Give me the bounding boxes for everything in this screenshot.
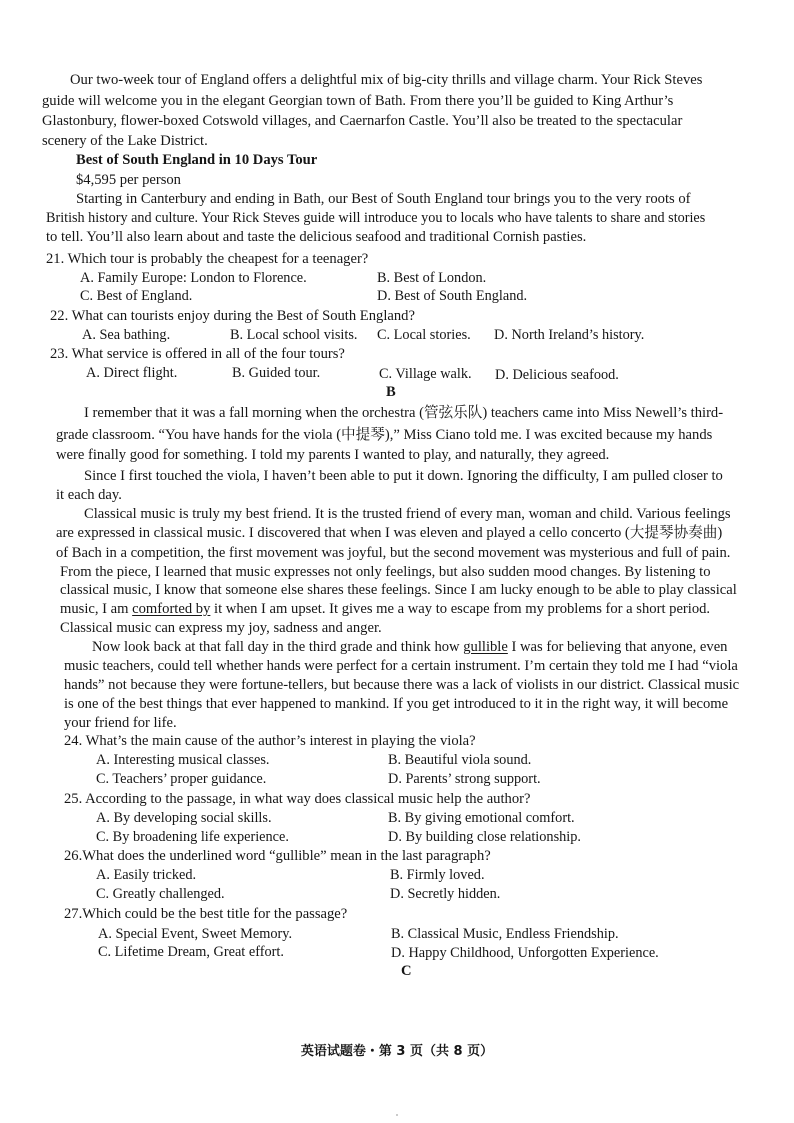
passage-b-line: is one of the best things that ever happened to mankind. If you get introduced to it in the right way, it will become [64, 696, 729, 712]
question-21-option-c: C. Best of England. [80, 288, 193, 304]
passage-b-line: it each day. [56, 487, 122, 503]
underlined-word-gullible: gullible [463, 639, 508, 655]
question-26-option-d: D. Secretly hidden. [390, 886, 501, 902]
passage-b-text: Now look back at that fall day in the third grade and think how [92, 639, 464, 655]
question-21-stem: 21. Which tour is probably the cheapest for a teenager? [46, 251, 369, 267]
question-22-option-c: C. Local stories. [377, 327, 471, 343]
tour-title: Best of South England in 10 Days Tour [76, 152, 318, 168]
passage-b-line: hands” not because they were fortune-tellers, but because there was a lack of violists in our district. Classical music [64, 677, 740, 693]
question-25-option-a: A. By developing social skills. [96, 810, 272, 826]
passage-b-line: of Bach in a competition, the first movement was joyful, but the second movement was mysterious and full of pain. [56, 545, 731, 561]
tour-price: $4,595 per person [76, 172, 181, 188]
question-24-option-c: C. Teachers’ proper guidance. [96, 771, 267, 787]
passage-b-text: it when I am upset. It gives me a way to escape from my problems for a short period. [210, 601, 711, 617]
passage-a-line: guide will welcome you in the elegant Georgian town of Bath. From there you’ll be guided to King Arthur’s [42, 93, 674, 109]
section-c-label: C [401, 963, 412, 979]
underlined-phrase: comforted by [132, 601, 211, 617]
passage-b-line [60, 600, 710, 618]
question-27-stem: 27.Which could be the best title for the passage? [64, 906, 348, 922]
passage-b-text: music, I am [60, 601, 133, 617]
question-27-option-b: B. Classical Music, Endless Friendship. [391, 926, 619, 942]
question-23-option-c: C. Village walk. [379, 366, 472, 382]
question-24-stem: 24. What’s the main cause of the author’s interest in playing the viola? [64, 733, 476, 749]
passage-b-line: music teachers, could tell whether hands were perfect for a certain instrument. I’m certain they told me I had “viola [64, 658, 738, 674]
question-23-option-d: D. Delicious seafood. [495, 367, 619, 383]
question-27-option-d: D. Happy Childhood, Unforgotten Experience. [391, 945, 659, 961]
question-26-option-a: A. Easily tricked. [96, 867, 197, 883]
passage-b-line: classical music, I know that someone else shares these feelings. Since I am lucky enough to be able to play classical [60, 582, 737, 598]
question-21-option-a: A. Family Europe: London to Florence. [80, 270, 307, 286]
question-24-option-a: A. Interesting musical classes. [96, 752, 270, 768]
tour-desc-line: to tell. You’ll also learn about and taste the delicious seafood and traditional Cornish pasties. [46, 229, 587, 245]
question-24-option-d: D. Parents’ strong support. [388, 771, 541, 787]
passage-a-line: scenery of the Lake District. [42, 133, 208, 149]
page-footer: 英语试题卷・第 3 页（共 8 页） [300, 1044, 494, 1059]
question-25-option-d: D. By building close relationship. [388, 829, 581, 845]
section-b-label: B [386, 384, 396, 400]
passage-b-line [92, 638, 727, 656]
passage-b-line: I remember that it was a fall morning when the orchestra (管弦乐队) teachers came into Miss Newell’s third- [84, 405, 724, 421]
question-23-option-b: B. Guided tour. [232, 365, 321, 381]
passage-b-line: Classical music is truly my best friend. It is the trusted friend of every man, woman and child. Various feelings [84, 506, 731, 522]
tour-desc-line: British history and culture. Your Rick Steves guide will introduce you to locals who have talents to share and stories [46, 210, 706, 226]
passage-b-line: were finally good for something. I told my parents I wanted to play, and naturally, they agreed. [56, 447, 610, 463]
question-23-stem: 23. What service is offered in all of the four tours? [50, 346, 345, 362]
question-21-option-b: B. Best of London. [377, 270, 487, 286]
question-25-option-c: C. By broadening life experience. [96, 829, 289, 845]
question-27-option-a: A. Special Event, Sweet Memory. [98, 926, 293, 942]
passage-a-line: Our two-week tour of England offers a delightful mix of big-city thrills and village charm. Your Rick Steves [70, 72, 703, 88]
scan-speck [396, 1114, 398, 1116]
question-24-option-b: B. Beautiful viola sound. [388, 752, 532, 768]
question-26-option-b: B. Firmly loved. [390, 867, 485, 883]
passage-b-text: I was for believing that anyone, even [507, 639, 728, 655]
question-26-stem: 26.What does the underlined word “gullible” mean in the last paragraph? [64, 848, 491, 864]
question-23-option-a: A. Direct flight. [86, 365, 178, 381]
question-22-stem: 22. What can tourists enjoy during the Best of South England? [50, 308, 415, 324]
question-25-option-b: B. By giving emotional comfort. [388, 810, 575, 826]
question-22-option-a: A. Sea bathing. [82, 327, 171, 343]
question-27-option-c: C. Lifetime Dream, Great effort. [98, 944, 284, 960]
passage-b-line: your friend for life. [64, 715, 177, 731]
tour-desc-line: Starting in Canterbury and ending in Bath, our Best of South England tour brings you to the very roots of [76, 191, 691, 207]
question-26-option-c: C. Greatly challenged. [96, 886, 225, 902]
question-21-option-d: D. Best of South England. [377, 288, 528, 304]
question-22-option-b: B. Local school visits. [230, 327, 358, 343]
passage-b-line: From the piece, I learned that music expresses not only feelings, but also sudden mood changes. By listening to [60, 564, 711, 580]
question-25-stem: 25. According to the passage, in what way does classical music help the author? [64, 791, 531, 807]
question-22-option-d: D. North Ireland’s history. [494, 327, 645, 343]
passage-b-line: Since I first touched the viola, I haven’t been able to put it down. Ignoring the difficulty, I am pulled closer to [84, 468, 723, 484]
passage-b-line: grade classroom. “You have hands for the viola (中提琴),” Miss Ciano told me. I was excited because my hands [56, 427, 713, 443]
passage-b-line: are expressed in classical music. I discovered that when I was eleven and played a cello concerto (大提琴协奏曲) [56, 525, 723, 541]
passage-a-line: Glastonbury, flower-boxed Cotswold villages, and Caernarfon Castle. You’ll also be treated to the spectacular [42, 113, 683, 129]
passage-b-line: Classical music can express my joy, sadness and anger. [60, 620, 382, 636]
